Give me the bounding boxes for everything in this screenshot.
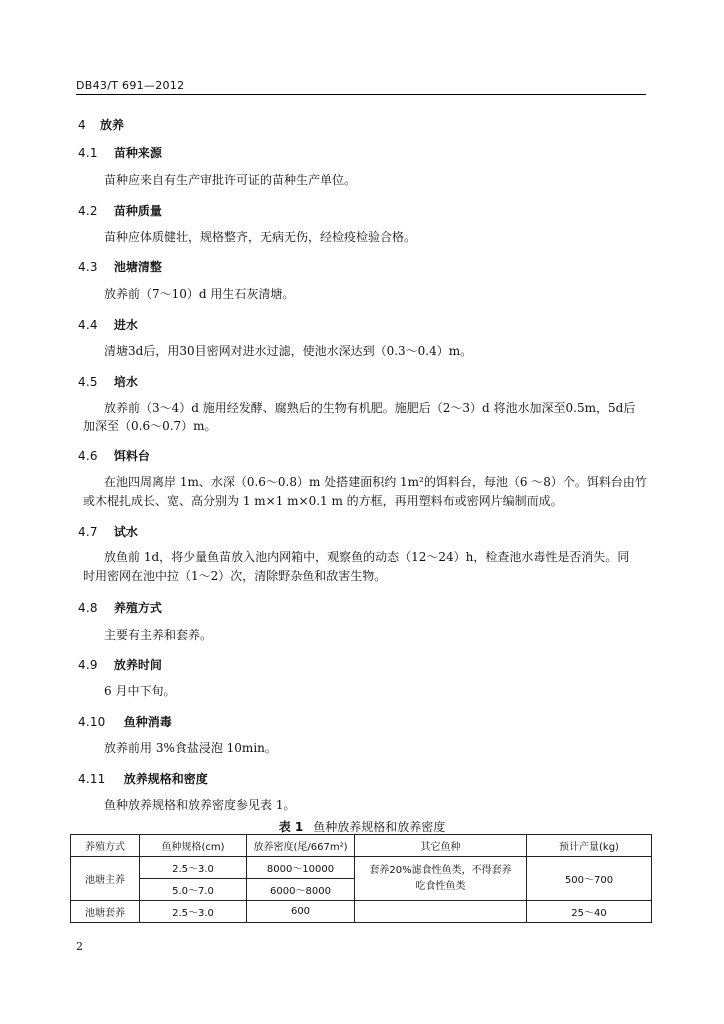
subsection-title: 苗种质量	[113, 204, 162, 218]
density-cell: 6000～8000	[247, 879, 355, 901]
subsection-title: 池塘清整	[113, 260, 162, 274]
subsection-number: 4.8	[78, 601, 98, 615]
subsection-number: 4.3	[78, 260, 98, 274]
paragraph-4-2-line1: 苗种应体质健壮，规格整齐，无病无伤，经检疫检验合格。	[104, 230, 417, 244]
subsection-number: 4.1	[78, 146, 98, 160]
paragraph-4-10-line1: 放养前用 3%食盐浸泡 10min。	[104, 741, 277, 755]
table-title: 鱼种放养规格和放养密度	[313, 820, 446, 834]
paragraph-4-6-line1: 在池四周离岸 1m、水深（0.6～0.8）m 处搭建面积约 1m²的饵料台，每池（6 ～8）个。饵料台由竹	[104, 475, 647, 489]
section-number: 4	[78, 118, 86, 132]
table-row	[71, 901, 652, 923]
paragraph-4-4-line1: 清塘3d后，用30目密网对进水过滤，使池水深达到（0.3～0.4）m。	[104, 344, 473, 358]
mode-cell: 池塘主养	[71, 857, 140, 901]
document-header: DB43/T 691—2012	[76, 79, 185, 92]
header-rule	[76, 94, 646, 95]
header-cell: 放养密度(尾/667m²)	[247, 835, 355, 857]
paragraph-4-7-line1: 放鱼前 1d，将少量鱼苗放入池内网箱中，观察鱼的动态（12～24）h，检查池水毒性是否消失。同	[104, 550, 630, 564]
subsection-heading-4-7	[78, 523, 138, 540]
header-cell: 预计产量(kg)	[527, 835, 652, 857]
subsection-title: 放养时间	[113, 658, 162, 672]
subsection-number: 4.6	[78, 449, 98, 463]
subsection-number: 4.11	[78, 772, 106, 786]
paragraph-4-6-line2: 或木棍扎成长、宽、高分别为 1 m×1 m×0.1 m 的方框，再用塑料布或密网片编制而成。	[83, 494, 563, 508]
section-heading	[78, 116, 124, 133]
subsection-heading-4-3	[78, 258, 162, 275]
paragraph-4-3-line1: 放养前（7～10）d 用生石灰清塘。	[104, 287, 295, 301]
subsection-title: 养殖方式	[113, 601, 162, 615]
size-cell: 2.5～3.0	[140, 901, 247, 923]
subsection-heading-4-6	[78, 447, 150, 464]
subsection-number: 4.4	[78, 318, 98, 332]
subsection-title: 放养规格和密度	[123, 772, 208, 786]
mode-cell: 池塘套养	[71, 901, 140, 923]
density-cell: 600	[247, 901, 355, 923]
paragraph-4-9-line1: 6 月中下旬。	[104, 684, 176, 698]
subsection-heading-4-1	[78, 144, 162, 161]
table-number: 表 1	[278, 820, 304, 834]
subsection-heading-4-10	[78, 713, 172, 730]
density-cell: 8000～10000	[247, 857, 355, 879]
subsection-title: 进水	[113, 318, 138, 332]
subsection-number: 4.5	[78, 375, 98, 389]
subsection-number: 4.9	[78, 658, 98, 672]
header-cell: 养殖方式	[71, 835, 140, 857]
table-header-row	[71, 835, 652, 857]
paragraph-4-1-line1: 苗种应来自有生产审批许可证的苗种生产单位。	[104, 173, 357, 187]
subsection-title: 鱼种消毒	[123, 715, 172, 729]
paragraph-4-7-line2: 时用密网在池中拉（1～2）次，清除野杂鱼和敌害生物。	[83, 569, 387, 583]
stocking-table	[70, 834, 652, 923]
subsection-title: 培水	[113, 375, 138, 389]
subsection-heading-4-11	[78, 770, 208, 787]
header-cell: 鱼种规格(cm)	[140, 835, 247, 857]
yield-cell: 25～40	[527, 901, 652, 923]
header-cell: 其它鱼种	[355, 835, 527, 857]
size-cell: 2.5～3.0	[140, 857, 247, 879]
subsection-heading-4-4	[78, 316, 138, 333]
section-title: 放养	[100, 118, 125, 132]
paragraph-4-8-line1: 主要有主养和套养。	[104, 628, 213, 642]
subsection-number: 4.2	[78, 204, 98, 218]
size-cell: 5.0～7.0	[140, 879, 247, 901]
subsection-heading-4-5	[78, 373, 138, 390]
paragraph-4-5-line2: 加深至（0.6～0.7）m。	[83, 419, 217, 433]
subsection-title: 苗种来源	[113, 146, 162, 160]
subsection-heading-4-8	[78, 599, 162, 616]
other-species-line: 套养20%滤食性鱼类，不得套养	[369, 864, 512, 876]
paragraph-4-5-line1: 放养前（3～4）d 施用经发酵、腐熟后的生物有机肥。施肥后（2～3）d 将池水加深至0.5m，5d后	[104, 401, 636, 415]
subsection-heading-4-9	[78, 656, 162, 673]
subsection-title: 试水	[113, 525, 138, 539]
paragraph-4-11-line1: 鱼种放养规格和放养密度参见表 1。	[104, 798, 296, 812]
table-caption	[0, 818, 724, 835]
table-row	[71, 857, 652, 879]
subsection-title: 饵料台	[113, 449, 150, 463]
other-species-cell	[355, 901, 527, 923]
page-number: 2	[76, 940, 83, 953]
other-species-line: 吃食性鱼类	[415, 880, 466, 892]
subsection-heading-4-2	[78, 202, 162, 219]
other-species-cell	[355, 857, 527, 901]
yield-cell: 500～700	[527, 857, 652, 901]
subsection-number: 4.7	[78, 525, 98, 539]
subsection-number: 4.10	[78, 715, 106, 729]
